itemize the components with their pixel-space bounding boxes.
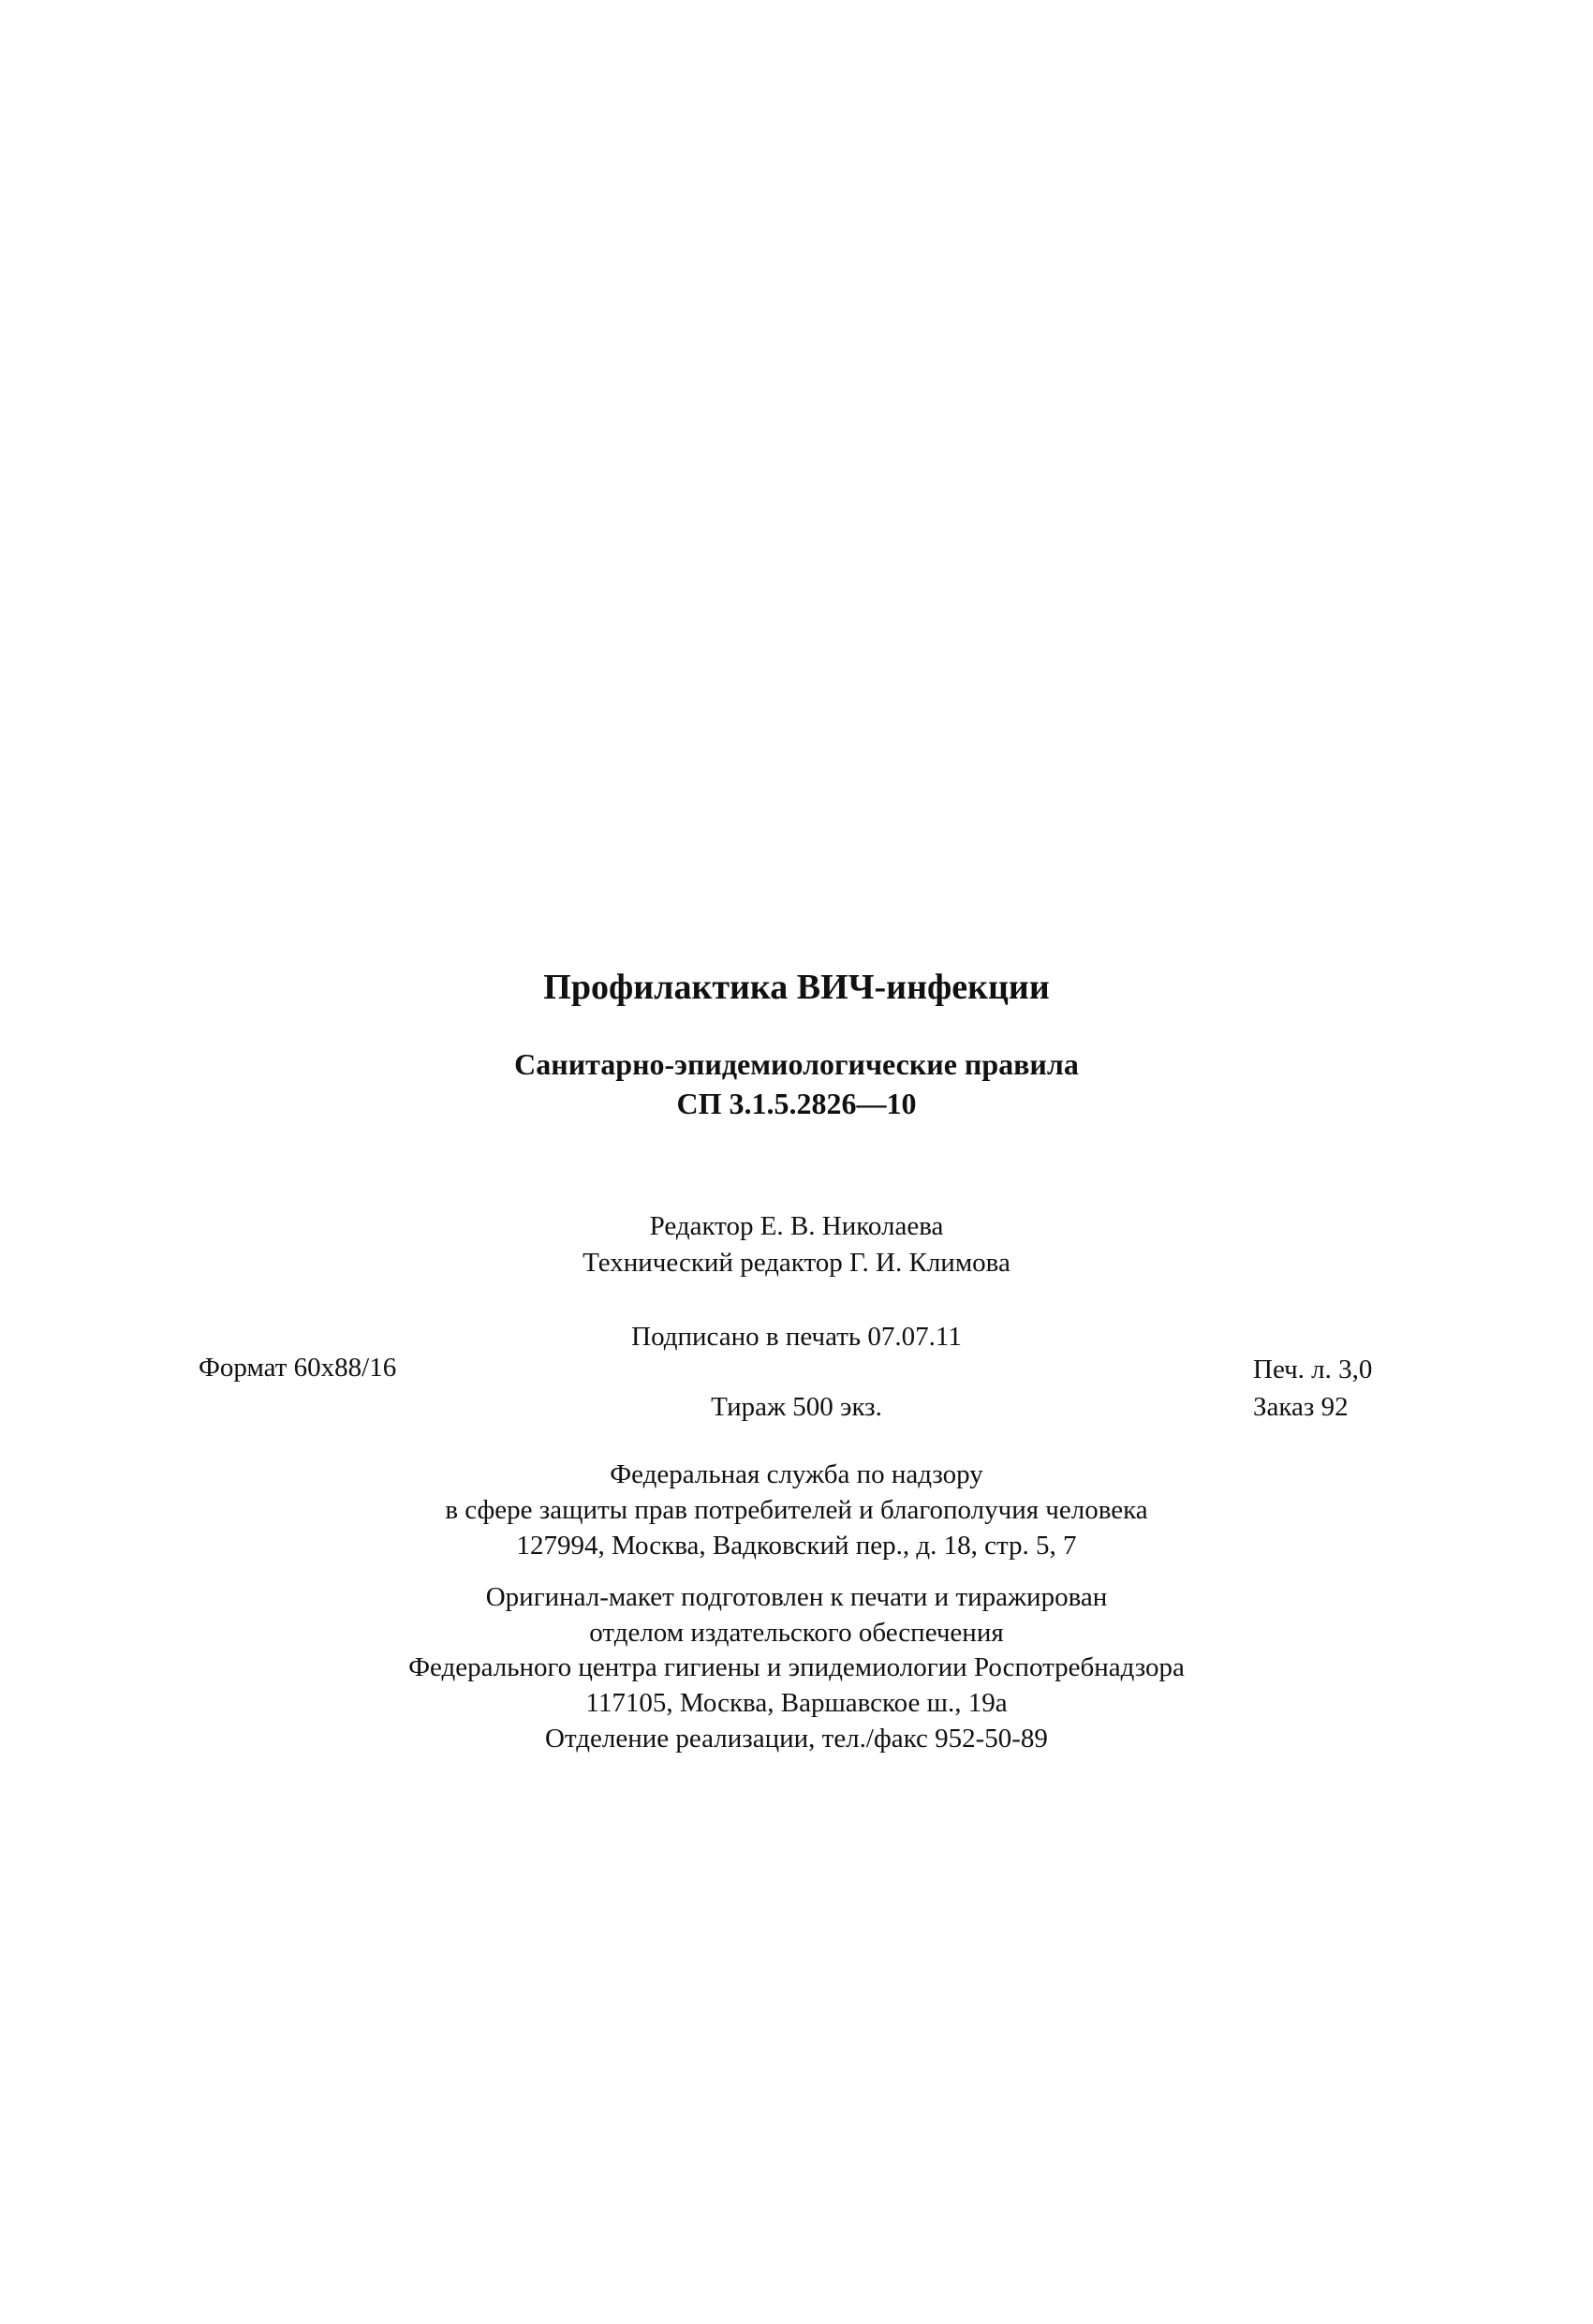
publisher-line-1: Федеральная служба по надзору [610, 1459, 983, 1489]
printer-line-3: Федерального центра гигиены и эпидемиологии Роспотребнадзора [408, 1652, 1185, 1682]
document-subtitle: Санитарно-эпидемиологические правила [514, 1047, 1079, 1081]
document-title: Профилактика ВИЧ-инфекции [543, 968, 1050, 1007]
sales-line: Отделение реализации, тел./факс 952-50-89 [545, 1724, 1048, 1754]
printer-address: 117105, Москва, Варшавское ш., 19а [585, 1688, 1008, 1718]
format-line: Формат 60x88/16 [199, 1353, 397, 1383]
publisher-address: 127994, Москва, Вадковский пер., д. 18, стр. 5, 7 [516, 1531, 1077, 1561]
printer-line-2: отделом издательского обеспечения [589, 1618, 1004, 1648]
editor-line: Редактор Е. В. Николаева [649, 1211, 944, 1241]
signed-line: Подписано в печать 07.07.11 [631, 1322, 962, 1352]
printer-line-1: Оригинал-макет подготовлен к печати и тиражирован [485, 1582, 1108, 1612]
tech-editor-line: Технический редактор Г. И. Климова [583, 1248, 1010, 1278]
circulation-line: Тираж 500 экз. [711, 1392, 882, 1422]
document-code: СП 3.1.5.2826—10 [676, 1087, 917, 1120]
publisher-line-2: в сфере защиты прав потребителей и благополучия человека [445, 1495, 1148, 1525]
print-sheets-line: Печ. л. 3,0 [1253, 1354, 1373, 1384]
order-line: Заказ 92 [1253, 1392, 1349, 1422]
